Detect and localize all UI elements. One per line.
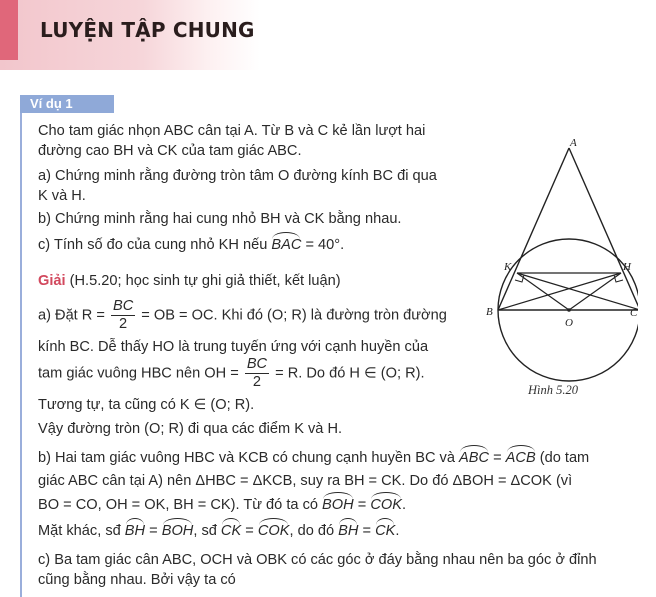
label-o: O	[565, 317, 573, 329]
problem-line-4: K và H.	[38, 188, 86, 204]
period: .	[401, 497, 406, 513]
angle-cok: COK	[257, 523, 290, 539]
example-left-rule	[20, 113, 22, 597]
fraction-denominator: 2	[119, 316, 128, 332]
angle-abc: ABC	[459, 450, 490, 466]
fraction-bc-2	[111, 298, 135, 333]
page-title: LUYỆN TẬP CHUNG	[40, 18, 255, 42]
solution-b1-text: b) Hai tam giác vuông HBC và KCB có chung cạnh huyền BC và	[38, 450, 460, 466]
angle-boh: BOH	[322, 497, 354, 513]
problem-line-6	[38, 236, 344, 254]
figure-caption: Hình 5.20	[528, 383, 578, 397]
equals-sign: =	[353, 497, 371, 513]
angle-cok: COK	[370, 497, 402, 513]
arc-bh: BH	[338, 523, 359, 539]
label-k: K	[504, 261, 512, 273]
example-label: Ví dụ 1	[20, 95, 114, 113]
label-b: B	[486, 306, 493, 318]
solution-b-line-1	[38, 449, 589, 467]
label-c: C	[630, 307, 638, 319]
altitude-bh	[498, 273, 621, 310]
solution-a-line-1	[38, 298, 447, 333]
equals-sign: =	[145, 523, 162, 539]
solution-heading	[38, 272, 341, 290]
solution-a1-post: = OB = OC. Khi đó (O; R) là đường tròn đường	[137, 307, 447, 324]
solution-c-line-1: c) Ba tam giác cân ABC, OCH và OBK có các góc ở đáy bằng nhau nên ba góc ở đỉnh	[38, 552, 597, 568]
solution-b-line-3	[38, 496, 406, 514]
point-o	[567, 308, 571, 312]
angle-acb: ACB	[505, 450, 536, 466]
solution-b4-text: Mặt khác, sđ	[38, 523, 125, 539]
arc-ck: CK	[375, 523, 396, 539]
equals-sign: =	[358, 523, 376, 539]
fraction-denominator: 2	[252, 374, 262, 390]
right-angle-k	[515, 275, 524, 282]
equals-sign: =	[241, 523, 258, 539]
problem-line-6-text: c) Tính số đo của cung nhỏ KH nếu	[38, 237, 272, 253]
solution-b4-sep: , sđ	[193, 523, 221, 539]
solution-a-line-5: Vậy đường tròn (O; R) đi qua các điểm K và H.	[38, 421, 343, 437]
fraction-bc-2-b	[245, 356, 269, 391]
figure-5-20	[468, 130, 638, 410]
equals-sign: =	[489, 450, 506, 466]
problem-line-5: b) Chứng minh rằng hai cung nhỏ BH và CK bằng nhau.	[38, 211, 402, 227]
problem-line-1: Cho tam giác nhọn ABC cân tại A. Từ B và C kẻ lần lượt hai	[38, 123, 426, 139]
right-angle-h	[614, 275, 623, 282]
period: .	[395, 523, 400, 539]
angle-boh: BOH	[161, 523, 194, 539]
header-band	[0, 0, 656, 70]
problem-line-2: đường cao BH và CK của tam giác ABC.	[38, 143, 302, 159]
label-a: A	[570, 137, 577, 149]
arc-bh: BH	[124, 523, 146, 539]
solution-b1-tail: (do tam	[535, 450, 590, 466]
arc-ck: CK	[220, 523, 242, 539]
solution-a3-pre: tam giác vuông HBC nên OH =	[38, 365, 243, 382]
solution-giai-label: Giải	[38, 273, 66, 289]
solution-c-line-2: cũng bằng nhau. Bởi vậy ta có	[38, 572, 236, 588]
fraction-numerator: BC	[246, 356, 268, 372]
header-accent-block	[0, 0, 18, 60]
solution-a1-pre: a) Đặt R =	[38, 307, 109, 324]
fraction-numerator: BC	[112, 298, 134, 314]
solution-a-line-4: Tương tự, ta cũng có K ∈ (O; R).	[38, 397, 255, 413]
solution-b-line-2: giác ABC cân tại A) nên ΔHBC = ΔKCB, suy ra BH = CK. Do đó ΔBOH = ΔCOK (vì	[38, 473, 573, 489]
problem-line-3: a) Chứng minh rằng đường tròn tâm O đường kính BC đi qua	[38, 168, 437, 184]
label-h: H	[623, 261, 631, 273]
problem-line-6-value: = 40°.	[301, 237, 345, 253]
solution-a-line-3	[38, 356, 425, 391]
solution-a3-post: = R. Do đó H ∈ (O; R).	[271, 365, 425, 382]
solution-giai-note: (H.5.20; học sinh tự ghi giả thiết, kết luận)	[65, 273, 341, 289]
solution-b4-sep-2: , do đó	[289, 523, 339, 539]
solution-b-line-4	[38, 522, 399, 540]
angle-bac: BAC	[271, 237, 302, 253]
solution-b3-text: BO = CO, OH = OK, BH = CK). Từ đó ta có	[38, 497, 323, 513]
solution-a-line-2: kính BC. Dễ thấy HO là trung tuyến ứng với cạnh huyền của	[38, 339, 429, 355]
